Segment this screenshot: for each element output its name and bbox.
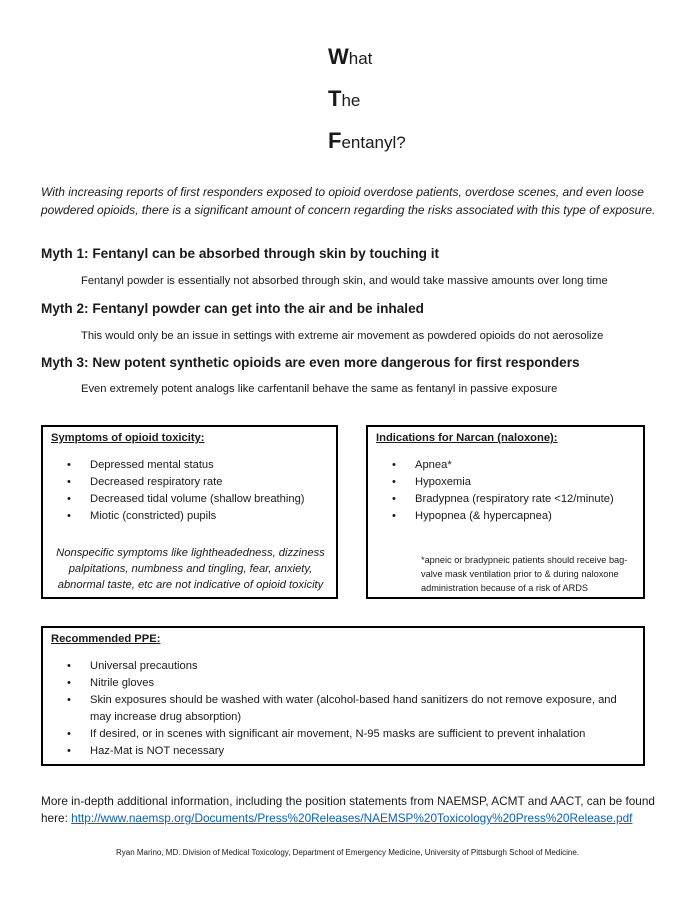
more-info-paragraph bbox=[41, 793, 656, 827]
title-rest-the: he bbox=[341, 91, 361, 110]
list-item: • Miotic (constricted) pupils bbox=[67, 508, 305, 525]
intro-paragraph: With increasing reports of first responders exposed to opioid overdose patients, overdose scenes, and even loose powdered opioids, there is a significant amount of concern regarding the risks associated with this type of exposure. bbox=[41, 185, 656, 217]
more-info-text: More in-depth additional information, including the position statements from NAEMSP, ACMT and AACT, can be found here: bbox=[41, 794, 655, 825]
author-credit: Ryan Marino, MD. Division of Medical Toxicology, Department of Emergency Medicine, University of Pittsburgh School of Medicine. bbox=[115, 848, 579, 857]
symptoms-list bbox=[67, 457, 305, 525]
list-item: • Apnea* bbox=[392, 457, 614, 474]
list-item: • Depressed mental status bbox=[67, 457, 305, 474]
symptoms-heading: Symptoms of opioid toxicity: bbox=[51, 432, 205, 444]
narcan-heading: Indications for Narcan (naloxone): bbox=[376, 432, 558, 444]
myth-1-heading: Myth 1: Fentanyl can be absorbed through skin by touching it bbox=[41, 246, 440, 261]
naemsp-link[interactable]: http://www.naemsp.org/Documents/Press%20Releases/NAEMSP%20Toxicology%20Press%20Release.pdf bbox=[71, 811, 633, 825]
list-item: • Decreased respiratory rate bbox=[67, 474, 305, 491]
list-item: • If desired, or in scenes with significant air movement, N-95 masks are sufficient to prevent inhalation bbox=[67, 726, 627, 743]
list-item: • Universal precautions bbox=[67, 658, 627, 675]
title-initial-f: F bbox=[328, 128, 342, 153]
list-item: • Decreased tidal volume (shallow breathing) bbox=[67, 491, 305, 508]
list-item: • Nitrile gloves bbox=[67, 675, 627, 692]
title-line-what bbox=[328, 44, 373, 69]
symptoms-box bbox=[41, 425, 338, 599]
list-item: • Skin exposures should be washed with water (alcohol-based hand sanitizers do not remove exposure, and may increase drug absorption) bbox=[67, 692, 627, 726]
title-rest-fentanyl: entanyl? bbox=[341, 133, 406, 152]
myth-3-heading: Myth 3: New potent synthetic opioids are even more dangerous for first responders bbox=[41, 355, 580, 370]
list-item: • Haz-Mat is NOT necessary bbox=[67, 743, 627, 760]
list-item: • Hypopnea (& hypercapnea) bbox=[392, 508, 614, 525]
title-initial-w: W bbox=[328, 44, 349, 69]
ppe-heading: Recommended PPE: bbox=[51, 633, 161, 645]
myth-2-heading: Myth 2: Fentanyl powder can get into the air and be inhaled bbox=[41, 301, 424, 316]
title-line-the bbox=[328, 86, 361, 111]
narcan-list bbox=[392, 457, 614, 525]
myth-1-body: Fentanyl powder is essentially not absorbed through skin, and would take massive amounts over long time bbox=[81, 275, 608, 287]
title-rest-what: hat bbox=[348, 49, 373, 68]
ppe-box bbox=[41, 626, 645, 766]
title-initial-t: T bbox=[328, 86, 342, 111]
symptoms-note: Nonspecific symptoms like lightheadedness, dizziness palpitations, numbness and tingling, fear, anxiety, abnormal taste, etc are not indicative of opioid toxicity bbox=[56, 547, 325, 591]
ppe-list bbox=[67, 658, 627, 760]
list-item: • Hypoxemia bbox=[392, 474, 614, 491]
title-line-fentanyl bbox=[328, 128, 406, 153]
narcan-box bbox=[366, 425, 645, 599]
narcan-footnote: *apneic or bradypneic patients should receive bag-valve mask ventilation prior to & during naloxone administration because of a risk of ARDS bbox=[421, 555, 628, 593]
myth-3-body: Even extremely potent analogs like carfentanil behave the same as fentanyl in passive exposure bbox=[81, 383, 558, 395]
list-item: • Bradypnea (respiratory rate <12/minute) bbox=[392, 491, 614, 508]
myth-2-body: This would only be an issue in settings with extreme air movement as powdered opioids do not aerosolize bbox=[81, 330, 604, 342]
